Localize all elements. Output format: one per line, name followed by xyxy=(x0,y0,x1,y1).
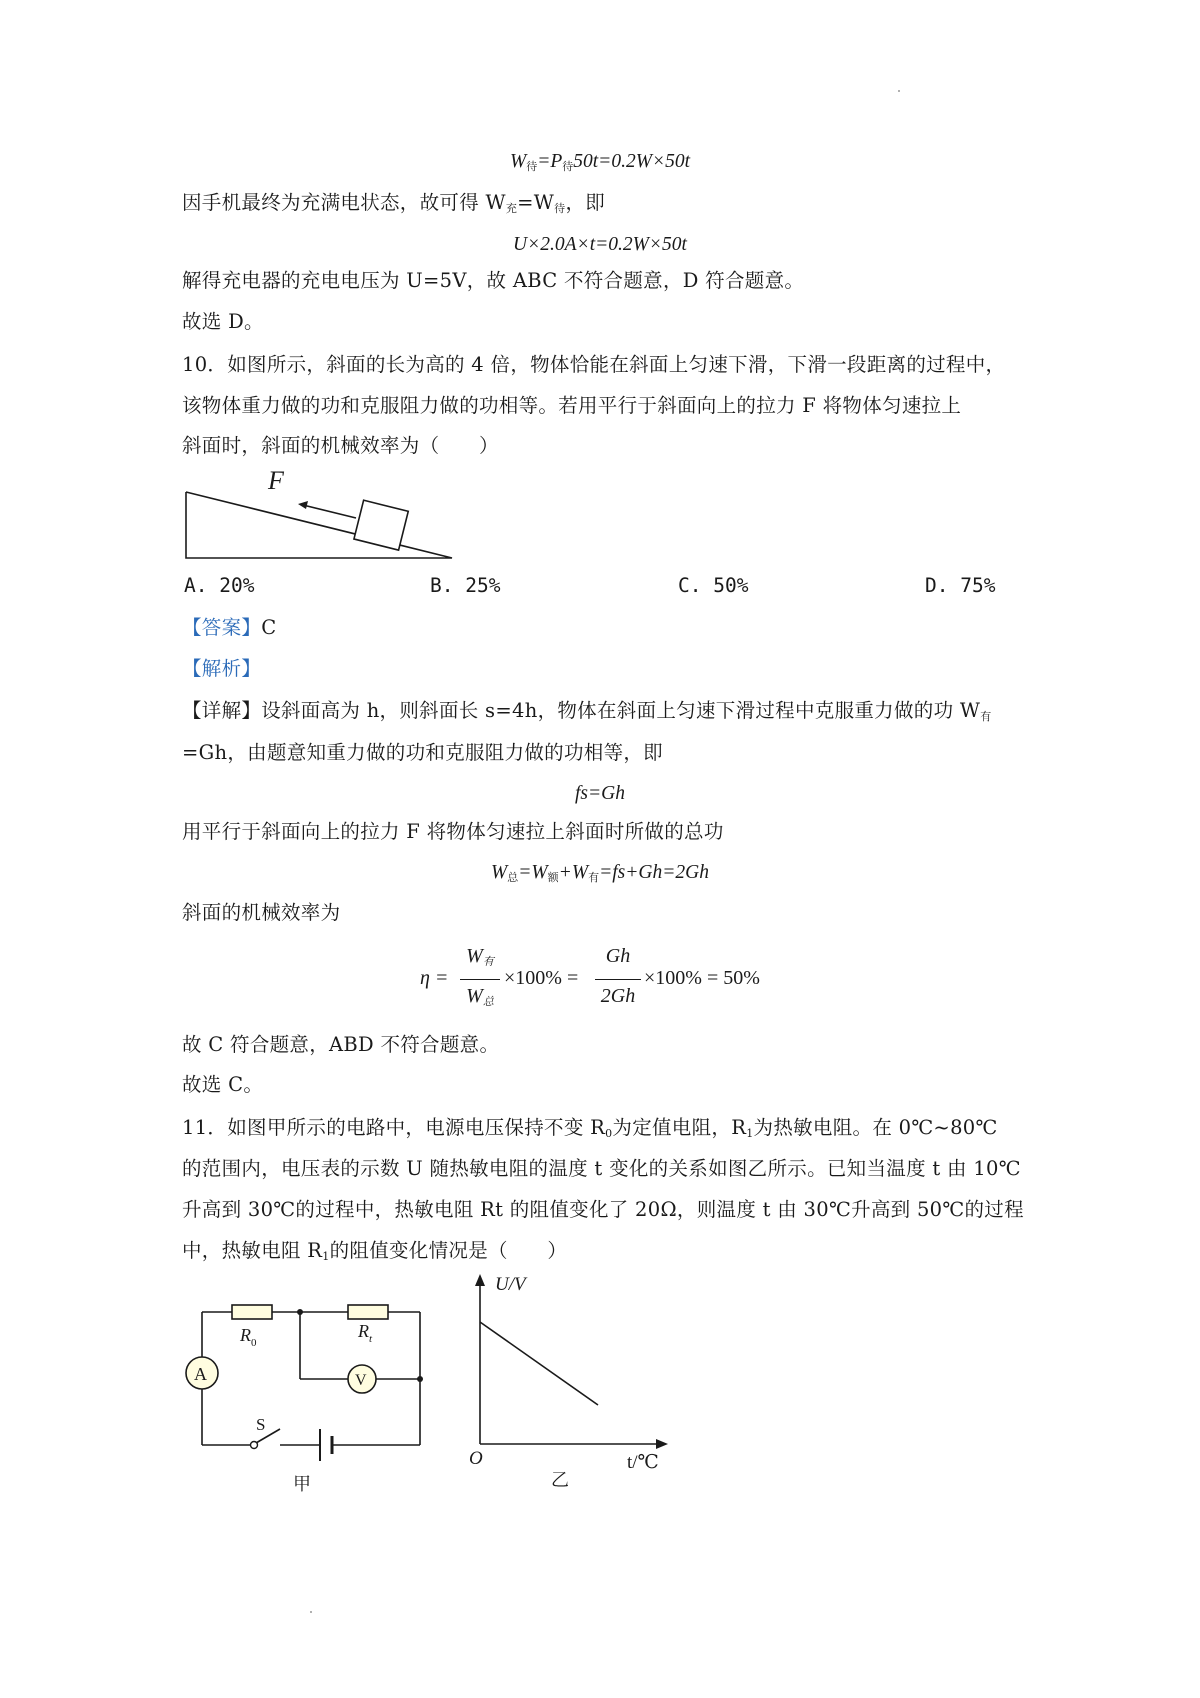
answer-line: 【答案】C xyxy=(182,616,277,639)
origin-label: O xyxy=(469,1448,483,1469)
question-11-stem: 中，热敏电阻 $R_1$的阻值变化情况是（ ） xyxy=(182,1239,568,1263)
resistor-r0 xyxy=(232,1305,272,1319)
circuit-figure xyxy=(180,1295,440,1495)
y-axis-label: U/V xyxy=(495,1274,526,1295)
detail-line: 斜面的机械效率为 xyxy=(182,901,341,924)
conclusion-line: 故选 C。 xyxy=(182,1073,264,1096)
text-line: 解得充电器的充电电压为 U=5V，故 ABC 不符合题意，D 符合题意。 xyxy=(182,269,805,292)
option-a: A. 20% xyxy=(184,574,255,597)
force-arrow xyxy=(303,505,356,518)
text-line: 因手机最终为充满电状态，故可得 $W_充=W_待$，即 xyxy=(182,191,606,215)
detail-line: 【详解】设斜面高为 h，则斜面长 s=4h，物体在斜面上匀速下滑过程中克服重力做的功 $W_有$ xyxy=(182,699,992,723)
ammeter-label: A xyxy=(194,1364,207,1384)
equation-fs: fs=Gh xyxy=(575,783,625,804)
efficiency-equation: η = $W_有$ $W_总$ ×100% = Gh 2Gh ×100% = 50% xyxy=(420,945,760,1008)
circuit-caption: 甲 xyxy=(293,1474,311,1494)
conclusion-line: 故 C 符合题意，ABD 不符合题意。 xyxy=(182,1033,500,1056)
question-10-stem: 10．如图所示，斜面的长为高的 4 倍，物体恰能在斜面上匀速下滑，下滑一段距离的过程中， xyxy=(182,353,1006,376)
incline-figure xyxy=(180,470,460,562)
r0-label: $R_0$ xyxy=(240,1325,257,1349)
question-10-stem: 该物体重力做的功和克服阻力做的功相等。若用平行于斜面向上的拉力 F 将物体匀速拉上 xyxy=(182,394,962,417)
question-10-stem: 斜面时，斜面的机械效率为（ ） xyxy=(182,434,499,457)
force-label: F xyxy=(268,470,284,495)
detail-line: 用平行于斜面向上的拉力 F 将物体匀速拉上斜面时所做的总功 xyxy=(182,820,724,843)
voltage-temperature-graph xyxy=(455,1268,680,1493)
arrowhead xyxy=(298,501,308,509)
analysis-heading: 【解析】 xyxy=(182,657,262,680)
scan-speck xyxy=(310,1611,312,1613)
equation-charge-voltage: U×2.0A×t=0.2W×50t xyxy=(513,234,687,255)
rt-label: $R_t$ xyxy=(358,1321,373,1345)
incline-triangle xyxy=(186,492,452,558)
option-b: B. 25% xyxy=(430,574,501,597)
option-c: C. 50% xyxy=(678,574,749,597)
x-axis-label: t/℃ xyxy=(627,1452,659,1473)
question-11-stem: 升高到 30℃的过程中，热敏电阻 Rt 的阻值变化了 20Ω，则温度 t 由 30℃升高到 50℃的过程 xyxy=(182,1198,1024,1221)
question-11-stem: 11．如图甲所示的电路中，电源电压保持不变 $R_0$为定值电阻，$R_1$为热敏电阻。在 0℃~80℃ xyxy=(182,1116,998,1140)
equation-total-work: $W_总=W_额+W_有=fs+Gh=2Gh$ xyxy=(491,862,709,884)
option-d: D. 75% xyxy=(925,574,996,597)
voltage-line xyxy=(480,1322,598,1405)
question-11-stem: 的范围内，电压表的示数 U 随热敏电阻的温度 t 变化的关系如图乙所示。已知当温度 t 由 10℃ xyxy=(182,1157,1021,1180)
voltmeter-label: V xyxy=(355,1372,367,1389)
detail-line: =Gh，由题意知重力做的功和克服阻力做的功相等，即 xyxy=(182,741,663,764)
resistor-rt xyxy=(348,1305,388,1319)
switch-label: S xyxy=(256,1415,266,1434)
block xyxy=(354,500,408,550)
graph-caption: 乙 xyxy=(551,1470,569,1490)
text-line: 故选 D。 xyxy=(182,310,264,333)
scan-speck xyxy=(898,90,900,92)
equation-standby-work: $W_待=P_待50t=0.2W\times 50t$ xyxy=(509,151,691,173)
